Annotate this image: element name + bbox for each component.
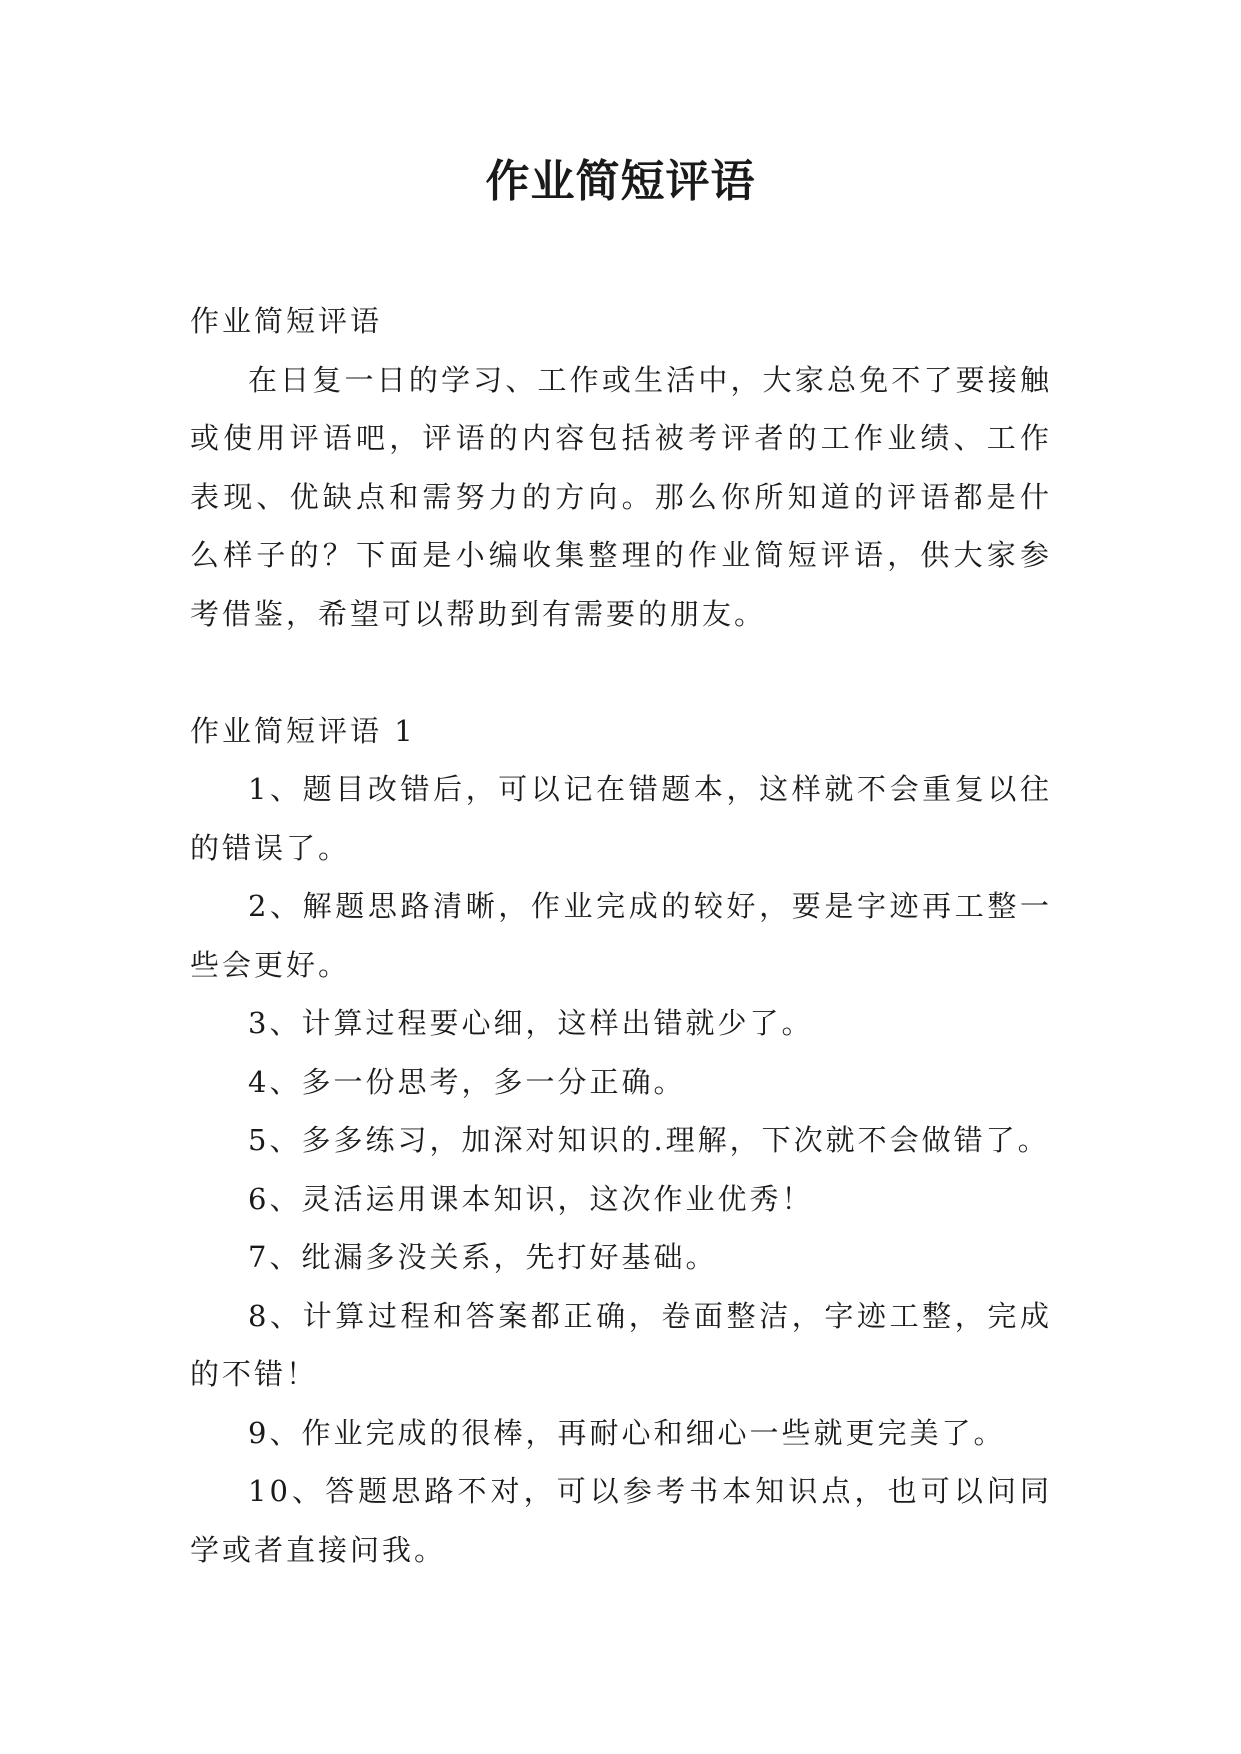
list-item: 4、多一份思考，多一分正确。 bbox=[248, 1064, 686, 1099]
list-item: 3、计算过程要心细，这样出错就少了。 bbox=[248, 1006, 814, 1040]
section-gap bbox=[190, 643, 1052, 702]
section-heading: 作业简短评语 1 bbox=[190, 713, 416, 748]
list-item: 5、多多练习，加深对知识的.理解，下次就不会做错了。 bbox=[248, 1123, 1050, 1157]
document-title: 作业简短评语 bbox=[485, 156, 756, 207]
list-item: 8、计算过程和答案都正确，卷面整洁，字迹工整，完成的不错！ bbox=[190, 1298, 1052, 1391]
intro-paragraph: 在日复一日的学习、工作或生活中，大家总免不了要接触或使用评语吧，评语的内容包括被考评者的工作业绩、工作表现、优缺点和需努力的方向。那么你所知道的评语都是什么样子的？下面是小编收集整理的作业简短评语，供大家参考借鉴，希望可以帮助到有需要的朋友。 bbox=[190, 362, 1052, 631]
list-item: 2、解题思路清晰，作业完成的较好，要是字迹再工整一些会更好。 bbox=[190, 889, 1052, 982]
list-item: 6、灵活运用课本知识，这次作业优秀！ bbox=[248, 1181, 814, 1216]
document-body bbox=[190, 292, 1052, 1579]
list-item: 7、纰漏多没关系，先打好基础。 bbox=[248, 1240, 718, 1274]
list-item: 10、答题思路不对，可以参考书本知识点，也可以问同学或者直接问我。 bbox=[190, 1474, 1052, 1567]
intro-heading: 作业简短评语 bbox=[190, 304, 383, 338]
list-item: 9、作业完成的很棒，再耐心和细心一些就更完美了。 bbox=[248, 1415, 1006, 1450]
list-item: 1、题目改错后，可以记在错题本，这样就不会重复以往的错误了。 bbox=[190, 772, 1052, 865]
